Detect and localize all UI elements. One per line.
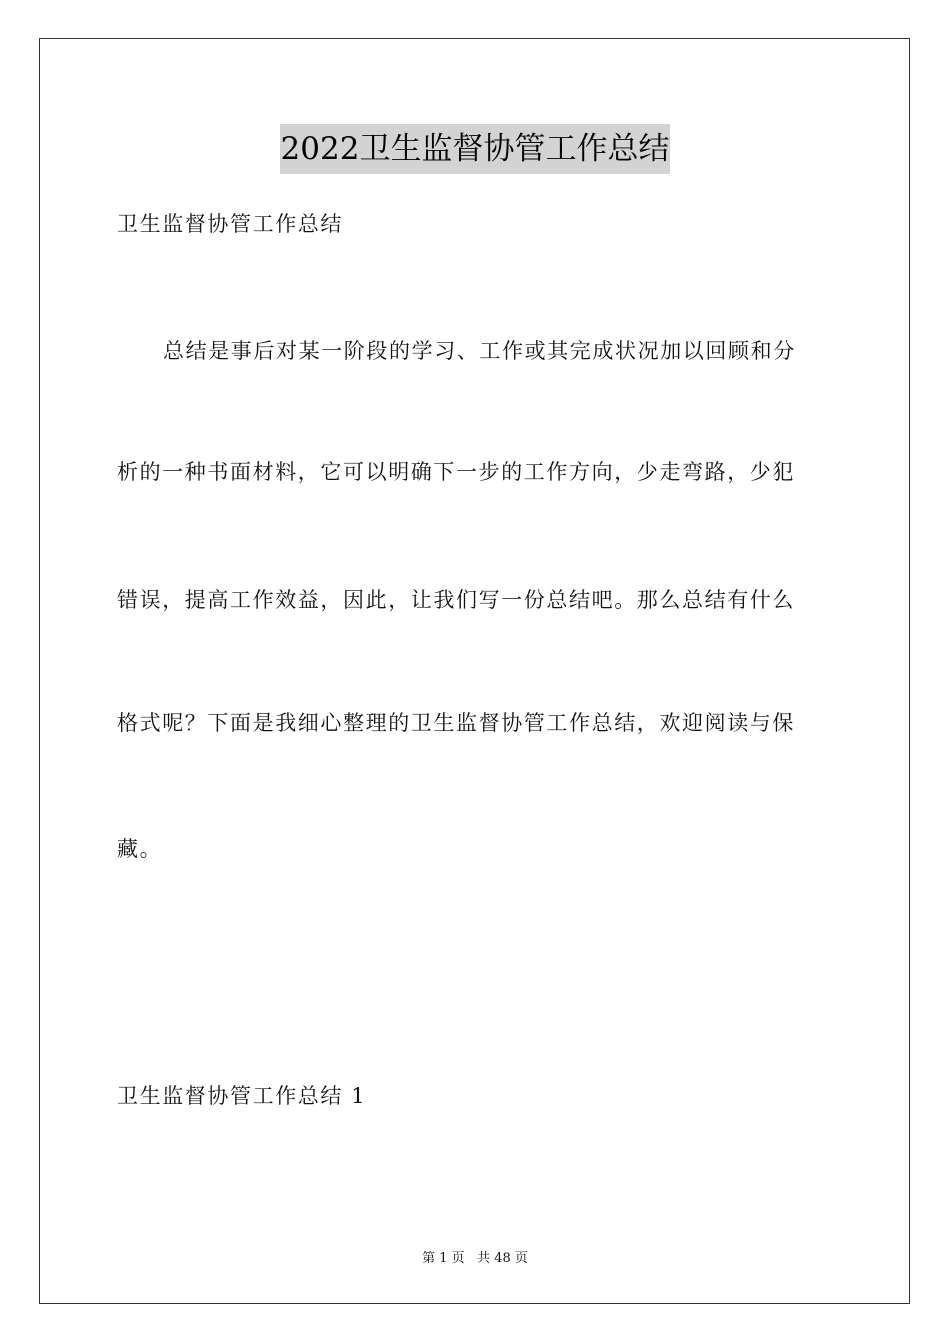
- intro-line-5: 藏。: [117, 837, 163, 861]
- document-title: 2022卫生监督协管工作总结: [280, 124, 671, 174]
- subtitle: 卫生监督协管工作总结: [117, 212, 343, 236]
- page-footer: 第 1 页 共 48 页: [422, 1251, 528, 1266]
- section-heading: 卫生监督协管工作总结 1: [117, 1084, 367, 1108]
- intro-line-4: 格式呢？下面是我细心整理的卫生监督协管工作总结，欢迎阅读与保: [117, 711, 795, 735]
- intro-line-2: 析的一种书面材料，它可以明确下一步的工作方向，少走弯路，少犯: [117, 460, 795, 484]
- intro-line-1: 总结是事后对某一阶段的学习、工作或其完成状况加以回顾和分: [163, 339, 796, 363]
- document-title-container: [0, 124, 950, 174]
- intro-line-3: 错误，提高工作效益，因此，让我们写一份总结吧。那么总结有什么: [117, 588, 795, 612]
